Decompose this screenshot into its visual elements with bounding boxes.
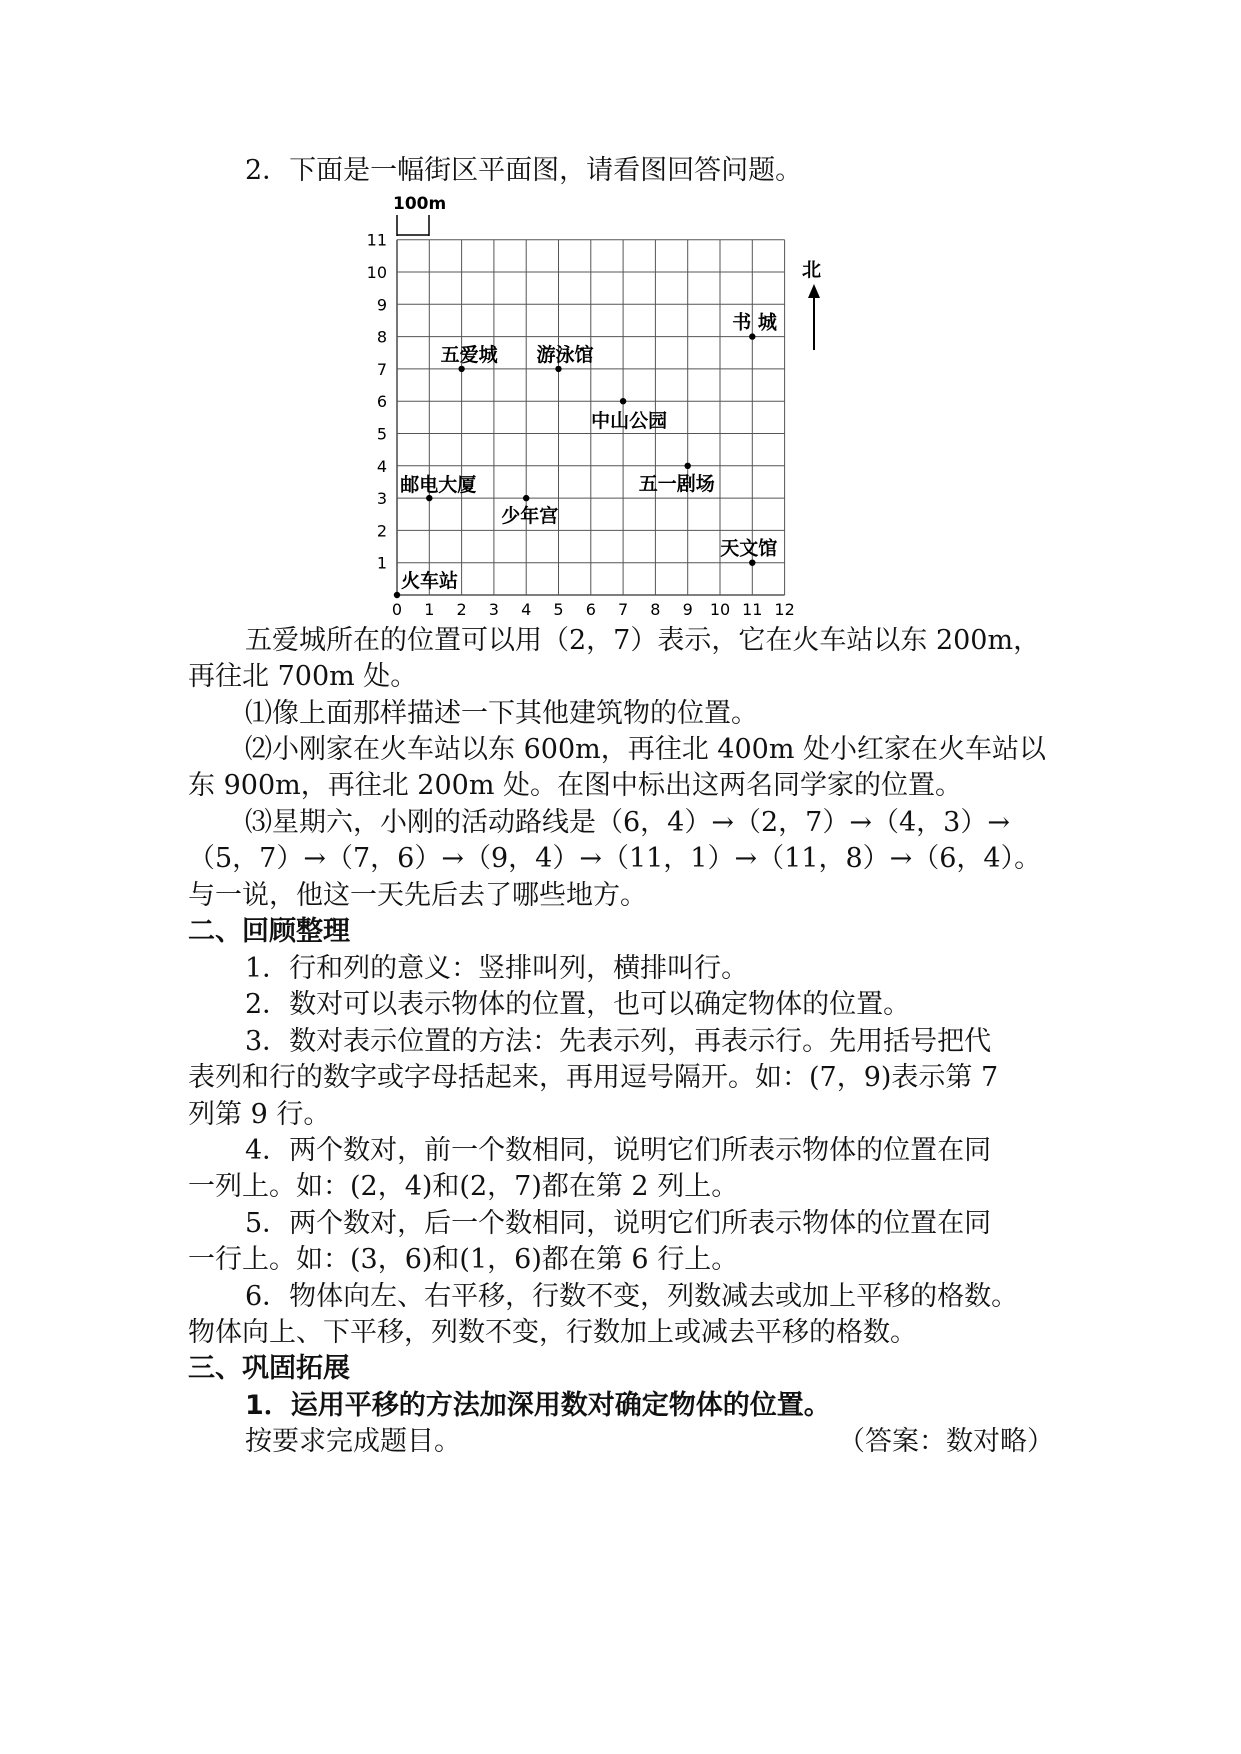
answer-note: （答案：数对略） [838,1426,1054,1457]
review-5-line1: 5．两个数对，后一个数相同，说明它们所表示物体的位置在同 [245,1208,992,1239]
review-6-line1: 6．物体向左、右平移，行数不变，列数减去或加上平移的格数。 [245,1281,1019,1312]
place-label: 五一剧场 [638,472,715,495]
x-tick-label: 4 [521,600,532,619]
review-6-line2: 物体向上、下平移，列数不变，行数加上或减去平移的格数。 [188,1317,917,1348]
exercise-1-instruction: 按要求完成题目。 [245,1426,461,1457]
place-label: 天文馆 [720,537,778,560]
y-tick-label: 11 [366,230,387,250]
north-arrow-icon [808,284,820,350]
section-2-heading: 二、回顾整理 [188,916,350,947]
review-3-line2: 表列和行的数字或字母括起来，再用逗号隔开。如：(7，9)表示第 7 [188,1062,999,1093]
paragraph-example-line1: 五爱城所在的位置可以用（2，7）表示，它在火车站以东 200m， [245,625,1041,656]
y-tick-label: 3 [376,489,387,509]
review-4-line1: 4．两个数对，前一个数相同，说明它们所表示物体的位置在同 [245,1135,992,1166]
review-3-line3: 列第 9 行。 [188,1099,331,1130]
question-3-line3: 与一说，他这一天先后去了哪些地方。 [188,880,647,911]
place-marker-dot [685,463,691,469]
review-1: 1．行和列的意义：竖排叫列，横排叫行。 [245,953,749,984]
review-5-line2: 一行上。如：(3，6)和(1，6)都在第 6 行上。 [188,1244,739,1275]
place-label: 游泳馆 [536,343,594,366]
x-tick-label: 1 [424,600,435,619]
y-tick-label: 6 [376,392,387,412]
review-3-line1: 3．数对表示位置的方法：先表示列，再表示行。先用括号把代 [245,1026,992,1057]
x-tick-label: 3 [488,600,499,619]
place-label: 邮电大厦 [400,474,477,497]
review-4-line2: 一列上。如：(2，4)和(2，7)都在第 2 列上。 [188,1171,739,1202]
place-label: 中山公园 [591,410,668,433]
x-tick-label: 5 [553,600,564,619]
question-2-line2: 东 900m，再往北 200m 处。在图中标出这两名同学家的位置。 [188,770,963,801]
scale-indicator [393,194,446,236]
y-tick-label: 9 [376,295,387,315]
question-3-line1: ⑶星期六，小刚的活动路线是（6，4）→（2，7）→（4，3）→ [245,807,1010,838]
x-tick-label: 9 [682,600,693,619]
place-label: 书 城 [732,311,777,334]
y-tick-label: 5 [376,424,387,444]
x-tick-label: 8 [650,600,661,619]
x-tick-label: 12 [774,600,795,619]
question-2-line1: ⑵小刚家在火车站以东 600m，再往北 400m 处小红家在火车站以 [245,734,1047,765]
y-tick-label: 8 [376,327,387,347]
y-tick-label: 10 [366,263,387,282]
section-3-heading: 三、巩固拓展 [188,1353,350,1384]
y-tick-label: 1 [376,553,387,573]
y-tick-label: 4 [376,456,387,476]
place-marker-dot [458,366,464,372]
north-label: 北 [802,259,822,281]
x-tick-label: 10 [709,600,731,619]
x-tick-label: 6 [585,600,596,619]
x-tick-label: 11 [742,600,763,619]
y-tick-label: 7 [376,359,387,379]
x-tick-label: 7 [618,600,629,619]
exercise-1-title: 1．运用平移的方法加深用数对确定物体的位置。 [245,1390,831,1421]
place-marker-dot [620,398,626,404]
question-1: ⑴像上面那样描述一下其他建筑物的位置。 [245,698,758,729]
x-tick-label: 0 [391,600,403,619]
place-marker-dot [555,366,561,372]
problem-intro: 2．下面是一幅街区平面图，请看图回答问题。 [245,155,803,186]
place-label: 五爱城 [440,343,498,366]
paragraph-example-line2: 再往北 700m 处。 [188,661,418,692]
question-3-line2: （5，7）→（7，6）→（9，4）→（11，1）→（11，8）→（6，4）。 [188,843,1042,874]
place-marker-dot [749,560,755,566]
review-2: 2．数对可以表示物体的位置，也可以确定物体的位置。 [245,989,911,1020]
place-marker-dot [749,333,755,339]
y-tick-label: 2 [376,521,387,541]
place-marker-dot [394,592,400,598]
place-marker-dot [523,495,529,501]
x-tick-label: 2 [456,600,467,619]
scale-label: 100m [393,194,447,214]
axis-tick-labels [367,231,795,619]
place-label: 少年宫 [501,505,559,528]
place-label: 火车站 [401,570,459,592]
